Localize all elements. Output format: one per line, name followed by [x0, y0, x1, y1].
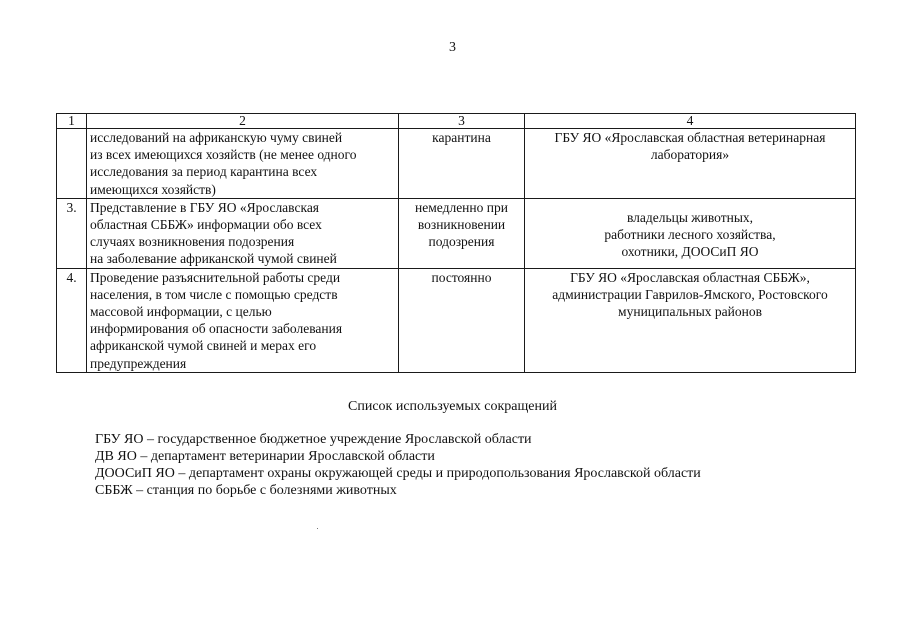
table-row: [57, 268, 856, 372]
abbreviation-item: ДООСиП ЯО – департамент охраны окружающей среды и природопользования Ярославской области: [95, 466, 701, 481]
column-header-3: 3: [399, 114, 525, 129]
responsible-cell: ГБУ ЯО «Ярославская областная СББЖ», администрации Гаврилов-Ямского, Ростовского муниципальных районов: [525, 268, 856, 372]
abbreviations-list: [95, 431, 875, 499]
responsible-cell: [525, 198, 856, 268]
activity-cell: исследований на африканскую чуму свиней из всех имеющихся хозяйств (не менее одного исследования за период карантина всех имеющихся хозяйств): [87, 129, 399, 199]
activity-cell: Представление в ГБУ ЯО «Ярославская областная СББЖ» информации обо всех случаях возникновения подозрения на заболевание африканской чумой свиней: [87, 198, 399, 268]
activity-cell: Проведение разъяснительной работы среди населения, в том числе с помощью средств массовой информации, с целью информирования об опасности заболевания африканской чумой свиней и мерах его предупреждения: [87, 268, 399, 372]
column-header-2: 2: [87, 114, 399, 129]
row-number: 4.: [57, 268, 87, 372]
table-row: [57, 198, 856, 268]
table-row: [57, 129, 856, 199]
row-number: [57, 129, 87, 199]
table-header-row: [57, 114, 856, 129]
column-header-4: 4: [525, 114, 856, 129]
term-cell: немедленно при возникновении подозрения: [399, 198, 525, 268]
row-number: 3.: [57, 198, 87, 268]
term-cell: постоянно: [399, 268, 525, 372]
term-cell: карантина: [399, 129, 525, 199]
abbreviation-item: СББЖ – станция по борьбе с болезнями животных: [95, 483, 397, 498]
responsible-text: владельцы животных, работники лесного хозяйства, охотники, ДООСиП ЯО: [604, 209, 776, 260]
column-header-1: 1: [57, 114, 87, 129]
measures-table: [56, 113, 856, 373]
page-number: 3: [449, 40, 456, 55]
responsible-cell: ГБУ ЯО «Ярославская областная ветеринарная лаборатория»: [525, 129, 856, 199]
scan-speck: [317, 528, 318, 529]
abbreviations-title: Список используемых сокращений: [348, 399, 557, 414]
abbreviation-item: ДВ ЯО – департамент ветеринарии Ярославской области: [95, 449, 435, 464]
abbreviation-item: ГБУ ЯО – государственное бюджетное учреждение Ярославской области: [95, 432, 532, 447]
